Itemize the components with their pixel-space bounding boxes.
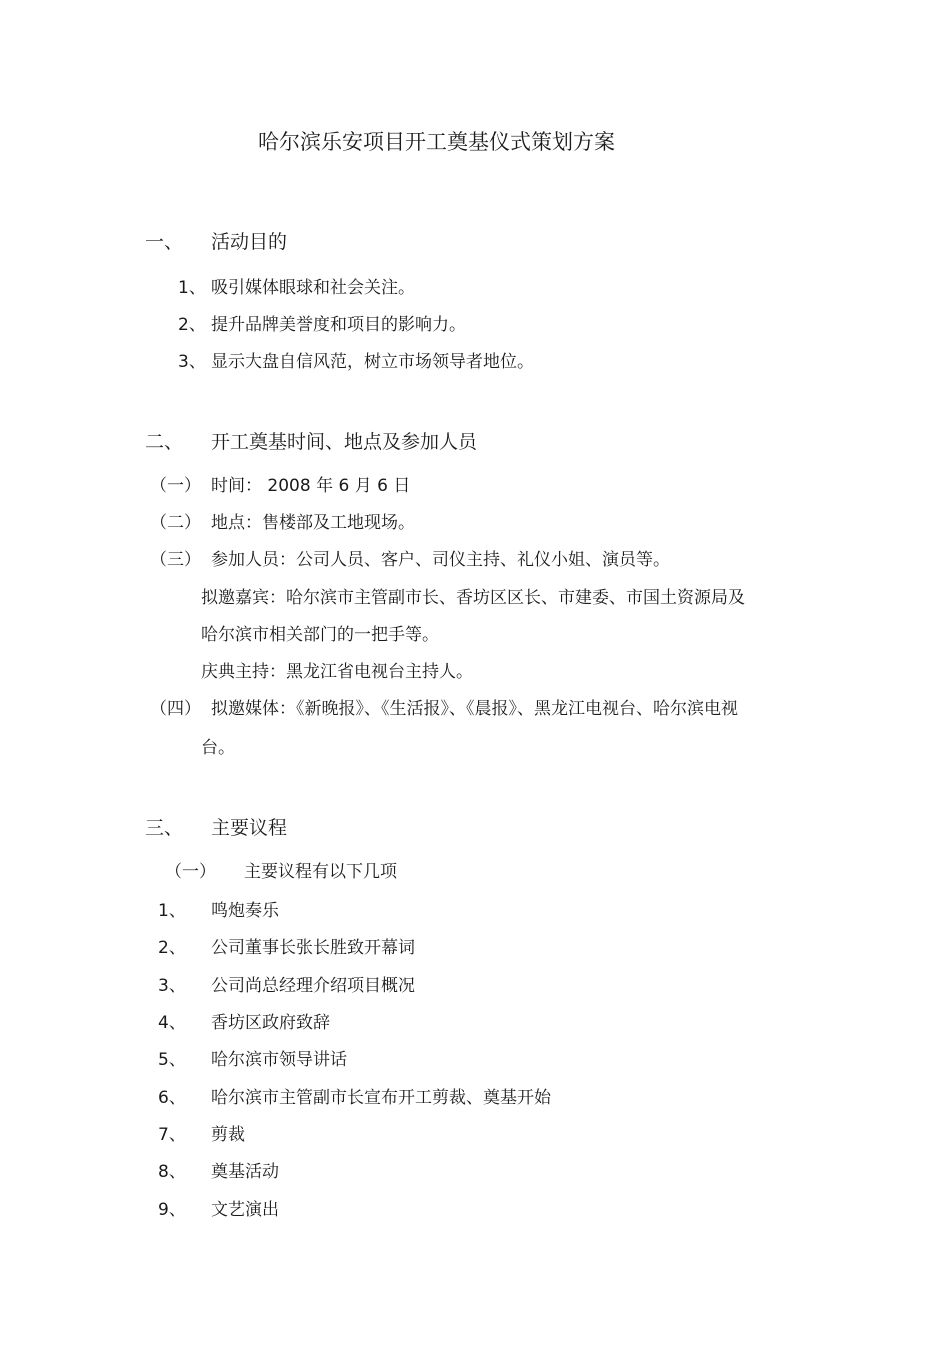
- agenda-item-text: 文艺演出: [211, 1200, 279, 1220]
- list-item-number: （一）: [150, 476, 201, 496]
- section-1-number: 一、: [145, 231, 184, 253]
- list-item-number: 2、: [178, 315, 206, 335]
- agenda-item-number: 4、: [158, 1013, 186, 1033]
- host-line: 庆典主持：黑龙江省电视台主持人。: [201, 662, 473, 682]
- section-3-number: 三、: [145, 817, 184, 839]
- subsection-text: 主要议程有以下几项: [244, 862, 397, 882]
- section-3-heading: 主要议程: [211, 817, 288, 839]
- section-2-heading: 开工奠基时间、地点及参加人员: [211, 431, 478, 453]
- media-line-1: 拟邀媒体：《新晚报》、《生活报》、《晨报》、黑龙江电视台、哈尔滨电视: [211, 699, 738, 719]
- list-item-number: （四）: [150, 699, 201, 719]
- list-item-text: 提升品牌美誉度和项目的影响力。: [211, 315, 466, 335]
- agenda-item-text: 香坊区政府致辞: [211, 1013, 330, 1033]
- list-item-number: （三）: [150, 550, 201, 570]
- agenda-item-number: 5、: [158, 1050, 186, 1070]
- agenda-item-number: 7、: [158, 1125, 186, 1145]
- agenda-item-text: 公司尚总经理介绍项目概况: [211, 976, 415, 996]
- agenda-item-number: 9、: [158, 1200, 186, 1220]
- agenda-item-text: 鸣炮奏乐: [211, 901, 279, 921]
- agenda-item-number: 6、: [158, 1088, 186, 1108]
- agenda-item-text: 公司董事长张长胜致开幕词: [211, 938, 415, 958]
- agenda-item-text: 哈尔滨市主管副市长宣布开工剪裁、奠基开始: [211, 1088, 551, 1108]
- guests-line-1: 拟邀嘉宾：哈尔滨市主管副市长、香坊区区长、市建委、市国土资源局及: [201, 588, 745, 608]
- list-item-number: （二）: [150, 513, 201, 533]
- list-item-text: 参加人员：公司人员、客户、司仪主持、礼仪小姐、演员等。: [211, 550, 670, 570]
- agenda-item-text: 哈尔滨市领导讲话: [211, 1050, 347, 1070]
- section-1-heading: 活动目的: [211, 231, 288, 253]
- guests-line-2: 哈尔滨市相关部门的一把手等。: [201, 625, 439, 645]
- list-item-text: 时间： 2008 年 6 月 6 日: [211, 476, 411, 496]
- subsection-number: （一）: [165, 862, 216, 882]
- agenda-item-number: 8、: [158, 1162, 186, 1182]
- agenda-item-number: 1、: [158, 901, 186, 921]
- agenda-item-number: 2、: [158, 938, 186, 958]
- agenda-item-text: 奠基活动: [211, 1162, 279, 1182]
- section-2-number: 二、: [145, 431, 184, 453]
- list-item-number: 1、: [178, 278, 206, 298]
- document-title: 哈尔滨乐安项目开工奠基仪式策划方案: [258, 130, 615, 154]
- list-item-text: 地点：售楼部及工地现场。: [211, 513, 415, 533]
- list-item-text: 吸引媒体眼球和社会关注。: [211, 278, 415, 298]
- agenda-item-text: 剪裁: [211, 1125, 245, 1145]
- media-line-2: 台。: [201, 738, 235, 758]
- list-item-text: 显示大盘自信风范，树立市场领导者地位。: [211, 352, 534, 372]
- agenda-item-number: 3、: [158, 976, 186, 996]
- list-item-number: 3、: [178, 352, 206, 372]
